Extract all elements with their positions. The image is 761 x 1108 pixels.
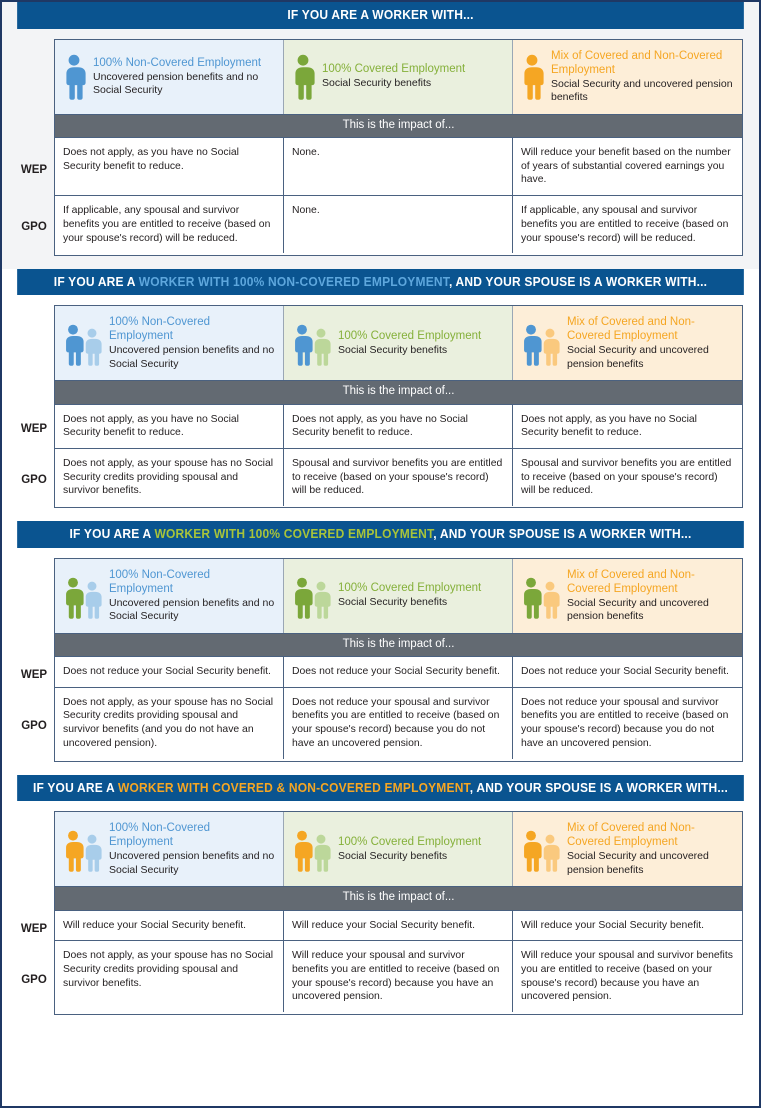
- impact-cell-gpo-1: Will reduce your spousal and survivor benefits you are entitled to receive (based on your spouse's record) because you have an uncovered pension.: [284, 941, 513, 1012]
- row-labels: [14, 39, 54, 256]
- row-label-spacer-impact: [14, 114, 54, 141]
- category-subtitle: Social Security and uncovered pension benefits: [551, 77, 733, 104]
- sections-container: [2, 2, 759, 1028]
- category-title: 100% Covered Employment: [322, 63, 466, 76]
- impact-grid-spouse_of_covered: [54, 558, 743, 762]
- impact-cell-wep-0: Does not reduce your Social Security benefit.: [55, 657, 284, 687]
- table-row-wep: [55, 405, 742, 449]
- person-icon: [311, 834, 331, 872]
- impact-cell-gpo-1: Does not reduce your spousal and survivor benefits you are entitled to receive (based on your spouse's record) because you do not have an uncovered pension.: [284, 688, 513, 759]
- person-pair-icon: [291, 320, 331, 366]
- category-card-non_covered: [55, 40, 284, 114]
- category-card-text: [338, 835, 504, 863]
- row-label-spacer-cards: [14, 558, 54, 633]
- category-title: Mix of Covered and Non-Covered Employment: [567, 568, 695, 595]
- category-card-mixed: [513, 306, 742, 380]
- section-body-worker: [2, 29, 759, 269]
- person-pair-icon: [291, 54, 315, 100]
- table-row-wep: [55, 911, 742, 942]
- person-pair-icon: [520, 826, 560, 872]
- row-labels: [14, 305, 54, 508]
- row-label-wep: WEP: [20, 669, 48, 681]
- person-icon: [520, 830, 542, 872]
- band-text-prefix: IF YOU ARE A: [53, 274, 139, 289]
- row-label-spacer-cards: [14, 305, 54, 380]
- band-text: IF YOU ARE A WORKER WITH...: [287, 8, 474, 22]
- row-label-gpo: GPO: [21, 973, 47, 986]
- person-pair-icon: [62, 54, 86, 100]
- row-label-gpo: GPO: [21, 473, 47, 486]
- person-icon: [82, 834, 102, 872]
- impact-cell-wep-0: Does not apply, as you have no Social Security benefit to reduce.: [55, 405, 284, 448]
- impact-cell-gpo-0: Does not apply, as your spouse has no Social Security credits providing spousal and survivor benefits (and you do not have an uncovered pension).: [55, 688, 284, 759]
- table-row-gpo: [55, 688, 742, 759]
- impact-cell-gpo-0: Does not apply, as your spouse has no Social Security credits providing spousal and survivor benefits.: [55, 449, 284, 506]
- person-pair-icon: [291, 573, 331, 619]
- category-title: Mix of Covered and Non-Covered Employment: [551, 49, 723, 76]
- category-card-non_covered: [55, 812, 284, 886]
- section-header-band-spouse_of_covered: [17, 521, 744, 548]
- category-subtitle: Social Security benefits: [338, 343, 448, 356]
- category-card-text: [109, 821, 275, 876]
- category-card-text: [567, 568, 734, 623]
- impact-grid-spouse_of_noncovered: [54, 305, 743, 508]
- category-subtitle: Uncovered pension benefits and no Social Security: [93, 70, 259, 96]
- impact-cell-gpo-1: Spousal and survivor benefits you are entitled to receive (based on your spouse's record) will be reduced.: [284, 449, 513, 506]
- category-card-text: [109, 315, 275, 370]
- impact-cell-gpo-0: Does not apply, as your spouse has no Social Security credits providing spousal and survivor benefits.: [55, 941, 284, 1012]
- section-spouse_of_noncovered: [2, 269, 759, 522]
- impact-cell-wep-1: None.: [284, 138, 513, 195]
- person-icon: [311, 328, 331, 366]
- category-card-text: [109, 568, 275, 623]
- category-card-covered: [284, 306, 513, 380]
- category-subtitle: Social Security benefits: [322, 77, 432, 90]
- category-card-text: [322, 62, 504, 90]
- category-title: 100% Covered Employment: [338, 835, 482, 848]
- section-worker: [2, 2, 759, 269]
- row-label-wep: WEP: [20, 922, 48, 935]
- impact-grid-spouse_of_mixed: [54, 811, 743, 1015]
- person-pair-icon: [62, 826, 102, 872]
- row-label-gpo: GPO: [21, 720, 47, 732]
- person-icon: [62, 54, 86, 100]
- category-title: 100% Non-Covered Employment: [109, 822, 211, 849]
- row-label-wep: WEP: [20, 423, 48, 435]
- category-cards-row: [55, 40, 742, 114]
- category-subtitle: Social Security and uncovered pension benefits: [567, 850, 709, 876]
- impact-cell-gpo-1: None.: [284, 196, 513, 253]
- category-subtitle: Social Security benefits: [338, 849, 448, 862]
- category-cards-row: [55, 812, 742, 886]
- category-title: 100% Covered Employment: [338, 582, 482, 595]
- section-spouse_of_mixed: [2, 775, 759, 1029]
- category-title: Mix of Covered and Non-Covered Employment: [567, 822, 695, 849]
- section-body-spouse_of_covered: [2, 548, 759, 775]
- person-icon: [82, 328, 102, 366]
- band-text-highlight: WORKER WITH COVERED & NON-COVERED EMPLOYMENT: [117, 780, 470, 795]
- person-pair-icon: [62, 320, 102, 366]
- category-subtitle: Social Security and uncovered pension benefits: [567, 596, 709, 623]
- person-icon: [62, 830, 84, 872]
- person-icon: [62, 577, 84, 619]
- category-title: 100% Covered Employment: [338, 329, 482, 342]
- row-label-gpo: GPO: [21, 221, 47, 233]
- person-icon: [62, 324, 84, 366]
- category-card-text: [93, 56, 275, 97]
- section-spouse_of_covered: [2, 521, 759, 775]
- person-icon: [520, 324, 542, 366]
- impact-grid-worker: [54, 39, 743, 256]
- impact-cell-gpo-2: Does not reduce your spousal and survivor benefits you are entitled to receive (based on your spouse's record) because you do not have an uncovered pension.: [521, 696, 729, 749]
- person-icon: [291, 54, 315, 100]
- impact-cell-gpo-2: Will reduce your spousal and survivor benefits you are entitled to receive (based on your spouse's record) because you have an uncovered pension.: [521, 950, 733, 1003]
- category-subtitle: Uncovered pension benefits and no Social Security: [109, 596, 275, 623]
- table-row-gpo: [55, 941, 742, 1012]
- row-label-spacer-impact: [14, 633, 54, 660]
- category-card-mixed: [513, 812, 742, 886]
- person-icon: [520, 54, 544, 100]
- category-card-mixed: [513, 40, 742, 114]
- band-text-suffix: , AND YOUR SPOUSE IS A WORKER WITH...: [448, 274, 708, 289]
- impact-cell-gpo-0: If applicable, any spousal and survivor benefits you are entitled to receive (based on your spouse's record) will be reduced.: [55, 196, 284, 253]
- person-icon: [291, 830, 313, 872]
- person-icon: [291, 324, 313, 366]
- band-text-highlight: WORKER WITH 100% COVERED EMPLOYMENT: [154, 527, 434, 541]
- category-card-covered: [284, 40, 513, 114]
- impact-cell-wep-0: Does not apply, as you have no Social Security benefit to reduce.: [55, 138, 284, 195]
- row-label-wep: WEP: [20, 163, 48, 176]
- impact-cell-gpo-2: If applicable, any spousal and survivor benefits you are entitled to receive (based on your spouse's record) will be reduced.: [521, 205, 729, 244]
- section-header-band-worker: [17, 2, 744, 29]
- section-header-band-spouse_of_noncovered: [17, 269, 744, 296]
- category-card-text: [338, 581, 504, 609]
- person-icon: [540, 328, 560, 366]
- table-row-gpo: [55, 449, 742, 506]
- person-pair-icon: [520, 54, 544, 100]
- person-pair-icon: [291, 826, 331, 872]
- category-card-text: [338, 329, 504, 357]
- person-icon: [520, 577, 542, 619]
- category-subtitle: Uncovered pension benefits and no Social Security: [109, 344, 275, 370]
- row-label-spacer-cards: [14, 39, 54, 114]
- category-card-text: [551, 49, 734, 104]
- person-icon: [291, 577, 313, 619]
- category-subtitle: Uncovered pension benefits and no Social Security: [109, 850, 275, 876]
- category-card-covered: [284, 812, 513, 886]
- impact-strip: This is the impact of...: [55, 380, 742, 405]
- section-body-spouse_of_noncovered: [2, 295, 759, 521]
- impact-cell-wep-2: Will reduce your Social Security benefit.: [521, 919, 705, 931]
- category-card-non_covered: [55, 306, 284, 380]
- section-header-band-spouse_of_mixed: [17, 775, 744, 802]
- person-icon: [540, 834, 560, 872]
- person-icon: [540, 581, 560, 619]
- category-card-text: [567, 315, 734, 370]
- category-card-non_covered: [55, 559, 284, 633]
- category-title: 100% Non-Covered Employment: [109, 568, 211, 595]
- band-text-prefix: IF YOU ARE A: [32, 780, 118, 795]
- category-card-text: [567, 821, 734, 876]
- person-icon: [311, 581, 331, 619]
- impact-cell-wep-1: Does not reduce your Social Security benefit.: [284, 657, 513, 687]
- impact-cell-wep-2: Will reduce your benefit based on the number of years of substantial covered earnings you have.: [521, 147, 731, 186]
- row-label-spacer-impact: [14, 380, 54, 407]
- band-text-suffix: , AND YOUR SPOUSE IS A WORKER WITH...: [433, 527, 692, 541]
- impact-strip: This is the impact of...: [55, 114, 742, 139]
- impact-cell-wep-2: Does not reduce your Social Security benefit.: [521, 666, 729, 677]
- row-label-spacer-cards: [14, 811, 54, 886]
- category-title: Mix of Covered and Non-Covered Employment: [567, 316, 695, 343]
- table-row-gpo: [55, 196, 742, 253]
- category-cards-row: [55, 306, 742, 380]
- person-pair-icon: [62, 573, 102, 619]
- table-row-wep: [55, 657, 742, 688]
- person-pair-icon: [520, 320, 560, 366]
- person-icon: [82, 581, 102, 619]
- impact-cell-gpo-2: Spousal and survivor benefits you are entitled to receive (based on your spouse's record) will be reduced.: [521, 457, 732, 497]
- impact-cell-wep-0: Will reduce your Social Security benefit.: [55, 911, 284, 941]
- impact-strip: This is the impact of...: [55, 886, 742, 911]
- band-text-suffix: , AND YOUR SPOUSE IS A WORKER WITH...: [469, 780, 728, 795]
- category-cards-row: [55, 559, 742, 633]
- category-title: 100% Non-Covered Employment: [109, 316, 211, 343]
- band-text-highlight: WORKER WITH 100% NON-COVERED EMPLOYMENT: [138, 274, 449, 289]
- row-labels: [14, 811, 54, 1015]
- impact-cell-wep-1: Will reduce your Social Security benefit.: [284, 911, 513, 941]
- band-text-prefix: IF YOU ARE A: [69, 527, 155, 541]
- impact-strip: This is the impact of...: [55, 633, 742, 658]
- table-row-wep: [55, 138, 742, 196]
- category-title: 100% Non-Covered Employment: [93, 56, 262, 69]
- category-subtitle: Social Security and uncovered pension benefits: [567, 344, 709, 370]
- impact-cell-wep-1: Does not apply, as you have no Social Security benefit to reduce.: [284, 405, 513, 448]
- category-card-covered: [284, 559, 513, 633]
- row-labels: [14, 558, 54, 762]
- row-label-spacer-impact: [14, 886, 54, 913]
- category-card-mixed: [513, 559, 742, 633]
- impact-cell-wep-2: Does not apply, as you have no Social Security benefit to reduce.: [521, 413, 697, 439]
- section-body-spouse_of_mixed: [2, 801, 759, 1028]
- category-subtitle: Social Security benefits: [338, 596, 448, 609]
- person-pair-icon: [520, 573, 560, 619]
